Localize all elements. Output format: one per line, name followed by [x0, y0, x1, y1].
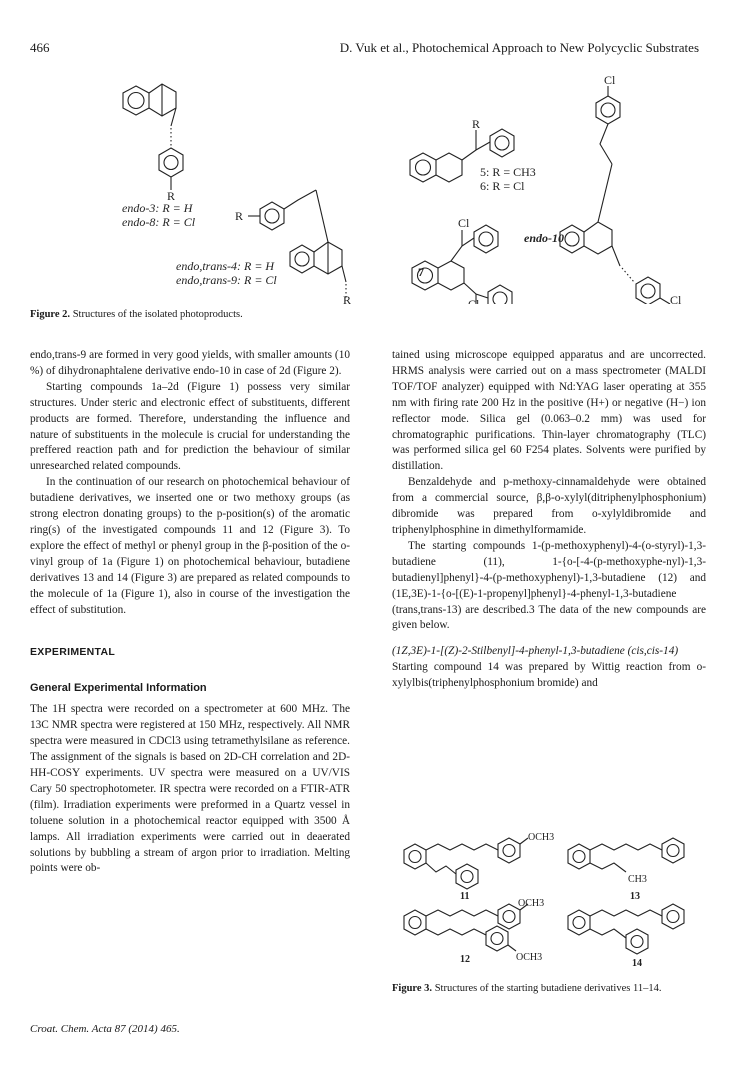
- structure-7: [412, 225, 512, 304]
- subsection-title-general: General Experimental Information: [30, 682, 207, 695]
- figure-3-structures: [392, 820, 706, 970]
- label-och3-12-bottom: OCH3: [516, 952, 543, 963]
- right-paragraph-4: Starting compound 14 was prepared by Wittig reaction from o-xylylbis(triphenylphosphonium bromide) and: [392, 661, 706, 690]
- footer-citation: Croat. Chem. Acta 87 (2014) 465.: [30, 1023, 180, 1035]
- structure-12: [404, 904, 528, 951]
- label-r-top: R: [167, 189, 176, 203]
- label-11: 11: [460, 891, 470, 902]
- left-paragraph-4: The 1H spectra were recorded on a spectrometer at 600 MHz. The 13C NMR spectra were registered at 150 MHz, respectively. All NMR spectra were measured in CDCl3 using tetramethylsilane as reference. The assignment of the signals is based on 2D-CH correlation and 2D-HH-COSY experiments. UV spectra were measured on a UV/VIS Cary 50 spectrophotometer. IR spectra were recorded on a FTIR-ATR (film). Irradiation experiments were preformed in a Quartz vessel in toluene solution in a photochemical reactor equipped with 3500 Å lamps. All irradiation experiments were carried out in deaerated solutions by bubbling a stream of argon prior to irradiation. Melting points were ob-: [30, 703, 350, 875]
- structure-11: [404, 838, 528, 889]
- label-14: 14: [632, 958, 642, 969]
- label-endo-trans-9: endo,trans-9: R = Cl: [176, 273, 277, 287]
- label-cl-7-top: Cl: [458, 216, 470, 230]
- section-title-experimental: EXPERIMENTAL: [30, 646, 116, 659]
- label-5: 5: R = CH3: [480, 165, 536, 179]
- left-paragraph-3: In the continuation of our research on photochemical behaviour of butadiene derivatives, we inserted one or two methoxy groups (as strong electron donating groups) to the p-position(s) of the aromatic ring(s) of the investigated compounds 11 and 12 (Figure 3). To explore the effect of methyl or phenyl group in the β-position of the o-vinyl group of 1a (Figure 1) on photochemical behaviour, butadiene derivatives 13 and 14 (Figure 3) are prepared as related compounds to the molecule of 1a (Figure 1), also in course of the investigation the effect of substitution.: [30, 476, 350, 616]
- figure-3-caption-label: Figure 3.: [392, 983, 433, 994]
- right-paragraph-1: tained using microscope equipped apparatus and are uncorrected. HRMS analysis were carried out on a mass spectrometer (MALDI TOF/TOF analyzer) equipped with Nd:YAG laser operating at 355 nm with firing rate 200 Hz in the positive (H+) or negative (H−) ion reflector mode. Silica gel (0.063–0.2 mm) was used for chromatographic purifications. Thin-layer chromatography (TLC) was performed silica gel 60 F254 plates. Solvents were purified by distillation.: [392, 349, 706, 473]
- label-ch3-13: CH3: [628, 874, 647, 885]
- right-paragraph-2: Benzaldehyde and p-methoxy-cinnamaldehyde were obtained from a commercial source, β,β-o-xylyl(ditriphenylphosphonium) dibromide was prepared from o-xylyldibromide and triphenylphosphine in dimethylformamide.: [392, 476, 706, 536]
- label-endo-8: endo-8: R = Cl: [122, 215, 196, 229]
- label-och3-12-top: OCH3: [518, 898, 545, 909]
- label-endo-10: endo-10: [524, 231, 564, 245]
- label-r-5-6: R: [472, 117, 481, 131]
- label-13: 13: [630, 891, 640, 902]
- figure-3-caption-text: Structures of the starting butadiene derivatives 11–14.: [434, 983, 662, 994]
- figure-2: [30, 72, 702, 304]
- figure-2-caption-text: Structures of the isolated photoproducts.: [72, 309, 243, 320]
- compound-14-heading: (1Z,3E)-1-[(Z)-2-Stilbenyl]-4-phenyl-1,3-butadiene (cis,cis-14): [392, 645, 679, 658]
- label-6: 6: R = Cl: [480, 179, 525, 193]
- structure-endo-3: [123, 84, 183, 190]
- label-cl-endo-10-top: Cl: [604, 73, 616, 87]
- figure-2-structures: [30, 72, 702, 304]
- page-number: 466: [30, 40, 50, 55]
- label-endo-trans-4: endo,trans-4: R = H: [176, 259, 275, 273]
- label-r-left: R: [235, 209, 244, 223]
- running-head: D. Vuk et al., Photochemical Approach to New Polycyclic Substrates: [339, 40, 699, 55]
- label-cl-7-bottom: Cl: [468, 297, 480, 304]
- label-7: 7: [418, 265, 424, 279]
- left-column: [30, 348, 350, 877]
- figure-3: [392, 820, 706, 1050]
- figure-2-caption: [30, 309, 243, 320]
- figure-3-caption: [392, 981, 706, 996]
- left-paragraph-1: endo,trans-9 are formed in very good yields, with smaller amounts (10 %) of dihydronaphtalene derivative endo-10 in case of 2d (Figure 2).: [30, 349, 350, 377]
- left-paragraph-2: Starting compounds 1a–2d (Figure 1) possess very similar structures. Under steric and electronic effect of substituents, different products are formed. Therefore, understanding the influence and nature of substituents in the molecule is crucial for understanding the preffered reaction path and for prediction the behaviour of similar unresearched related compounds.: [30, 380, 350, 473]
- label-r-bottom: R: [343, 293, 352, 304]
- label-och3-11: OCH3: [528, 832, 555, 843]
- figure-2-caption-label: Figure 2.: [30, 309, 71, 320]
- right-paragraph-3: The starting compounds 1-(p-methoxyphenyl)-4-(o-styryl)-1,3-butadiene (11), 1-{o-[-4-(p-methoxyphe-nyl)-1,3-butadienyl]phenyl}-4-(p-methoxyphenyl)-1,3-butadiene (12) and (1E,3E)-1-{o-[(E)-1-propenyl]phenyl}-4-phenyl-1,3-butadiene (trans,trans-13) are described.3 The data of the new compounds are given below.: [392, 539, 706, 632]
- structure-13: [568, 838, 684, 872]
- structure-endo-10: [560, 86, 670, 304]
- label-12: 12: [460, 954, 470, 965]
- right-column: [392, 348, 706, 692]
- structure-14: [568, 904, 684, 954]
- label-endo-3: endo-3: R = H: [122, 201, 193, 215]
- label-cl-endo-10-bottom: Cl: [670, 293, 682, 304]
